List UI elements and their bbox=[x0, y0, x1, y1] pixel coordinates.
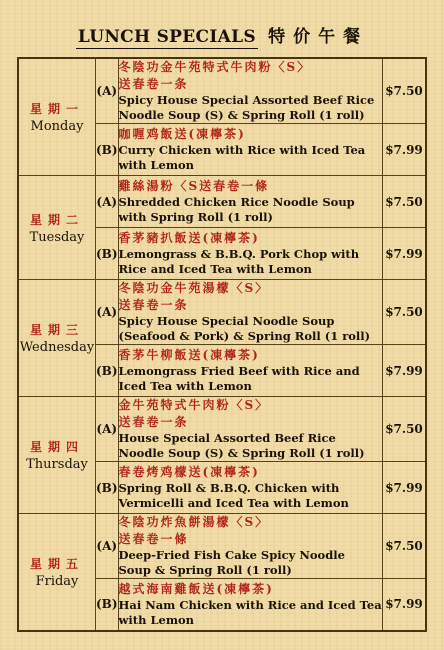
item-description bbox=[118, 579, 383, 631]
day-cell-tuesday bbox=[18, 176, 96, 280]
item-english-name: Soup & Spring Roll (1 roll) bbox=[118, 563, 292, 577]
item-english-name: Lemongrass Fried Beef with Rice and bbox=[118, 364, 360, 378]
day-cell-wednesday bbox=[18, 280, 96, 397]
item-chinese-name: 送春卷一条 bbox=[118, 415, 189, 429]
day-chinese: 星期四 bbox=[29, 440, 84, 454]
item-price: $7.99 bbox=[383, 345, 427, 397]
item-price: $7.99 bbox=[383, 462, 427, 514]
item-price: $7.50 bbox=[383, 514, 427, 579]
item-price: $7.99 bbox=[383, 579, 427, 631]
item-chinese-name: 咖喱鸡飯送(凍檸茶) bbox=[118, 127, 246, 141]
item-chinese-name: 金牛苑特式牛肉粉〈S〉 bbox=[118, 398, 270, 412]
item-description bbox=[118, 124, 383, 176]
item-english-name: Shredded Chicken Rice Noodle Soup bbox=[118, 195, 355, 209]
item-price: $7.50 bbox=[383, 280, 427, 345]
day-chinese: 星期五 bbox=[29, 556, 84, 571]
item-english-name: House Special Assorted Beef Rice bbox=[118, 431, 336, 445]
item-english-name: Vermicelli and Iced Tea with Lemon bbox=[118, 496, 349, 510]
item-chinese-name: 冬陰功金牛苑湯檬〈S〉 bbox=[118, 281, 270, 295]
day-chinese: 星期一 bbox=[29, 102, 84, 116]
item-chinese-name: 冬陰功炸魚餅湯檬〈S〉 bbox=[118, 515, 270, 529]
item-chinese-name: 越式海南雞飯送(凍檸茶) bbox=[118, 581, 274, 596]
item-english-name: Spring Roll & B.B.Q. Chicken with bbox=[118, 481, 340, 495]
item-english-name: Curry Chicken with Rice with Iced Tea bbox=[118, 143, 366, 157]
item-english-name: with Spring Roll (1 roll) bbox=[118, 210, 273, 224]
item-description bbox=[118, 228, 383, 280]
item-price: $7.50 bbox=[383, 176, 427, 228]
item-price: $7.50 bbox=[383, 397, 427, 462]
item-english-name: Spicy House Special Assorted Beef Rice bbox=[118, 93, 375, 107]
item-price: $7.99 bbox=[383, 228, 427, 280]
menu-title bbox=[0, 22, 444, 47]
option-label: (B) bbox=[96, 579, 119, 631]
item-chinese-name: 春卷烤鸡檬送(凍檸茶) bbox=[118, 465, 260, 479]
day-chinese: 星期三 bbox=[29, 323, 84, 337]
option-label: (B) bbox=[96, 462, 119, 514]
item-description bbox=[118, 280, 383, 345]
item-chinese-name: 送春卷一条 bbox=[118, 77, 189, 91]
menu-row bbox=[18, 280, 426, 345]
option-label: (A) bbox=[96, 280, 119, 345]
item-description bbox=[118, 345, 383, 397]
item-english-name: Rice and Iced Tea with Lemon bbox=[118, 262, 312, 276]
item-price: $7.99 bbox=[383, 124, 427, 176]
item-english-name: Hai Nam Chicken with Rice and Iced Tea bbox=[118, 597, 382, 612]
day-cell-monday bbox=[18, 58, 96, 176]
option-label: (A) bbox=[96, 397, 119, 462]
day-chinese: 星期二 bbox=[29, 212, 84, 227]
day-english: Thursday bbox=[26, 457, 88, 472]
item-english-name: Lemongrass & B.B.Q. Pork Chop with bbox=[118, 247, 360, 261]
item-english-name: Iced Tea with Lemon bbox=[118, 379, 252, 393]
title-chinese: 特价午餐 bbox=[268, 27, 369, 47]
item-english-name: Spicy House Special Noodle Soup bbox=[118, 314, 335, 328]
item-english-name: Noodle Soup (S) & Spring Roll (1 roll) bbox=[118, 446, 365, 460]
item-price: $7.50 bbox=[383, 58, 427, 124]
menu-row bbox=[18, 176, 426, 228]
item-description bbox=[118, 397, 383, 462]
day-english: Friday bbox=[35, 573, 79, 589]
lunch-specials-table bbox=[17, 57, 427, 632]
item-english-name: (Seafood & Pork) & Spring Roll (1 roll) bbox=[118, 329, 371, 343]
option-label: (A) bbox=[96, 176, 119, 228]
day-cell-thursday bbox=[18, 397, 96, 514]
option-label: (A) bbox=[96, 514, 119, 579]
item-description bbox=[118, 462, 383, 514]
day-english: Wednesday bbox=[19, 340, 95, 355]
item-description bbox=[118, 176, 383, 228]
item-english-name: Noodle Soup (S) & Spring Roll (1 roll) bbox=[118, 108, 365, 122]
item-chinese-name: 香茅豬扒飯送(凍檸茶) bbox=[118, 231, 260, 245]
item-chinese-name: 送春卷一条 bbox=[118, 298, 189, 312]
item-english-name: Deep-Fried Fish Cake Spicy Noodle bbox=[118, 548, 345, 562]
option-label: (A) bbox=[96, 58, 119, 124]
item-description bbox=[118, 58, 383, 124]
item-chinese-name: 冬陰功金牛苑特式牛肉粉〈S〉 bbox=[118, 60, 312, 74]
option-label: (B) bbox=[96, 124, 119, 176]
day-english: Monday bbox=[30, 119, 84, 134]
item-english-name: with Lemon bbox=[118, 612, 195, 627]
option-label: (B) bbox=[96, 345, 119, 397]
item-chinese-name: 送春卷一條 bbox=[118, 532, 189, 546]
menu-row bbox=[18, 58, 426, 124]
item-chinese-name: 香茅牛柳飯送(凍檸茶) bbox=[118, 348, 260, 362]
menu-row bbox=[18, 514, 426, 579]
option-label: (B) bbox=[96, 228, 119, 280]
title-english: LUNCH SPECIALS bbox=[77, 27, 256, 47]
day-english: Tuesday bbox=[29, 229, 85, 245]
menu-row bbox=[18, 397, 426, 462]
item-chinese-name: 雞絲湯粉〈S送春卷一條 bbox=[118, 179, 270, 193]
day-cell-friday bbox=[18, 514, 96, 631]
item-english-name: with Lemon bbox=[118, 158, 195, 172]
item-description bbox=[118, 514, 383, 579]
